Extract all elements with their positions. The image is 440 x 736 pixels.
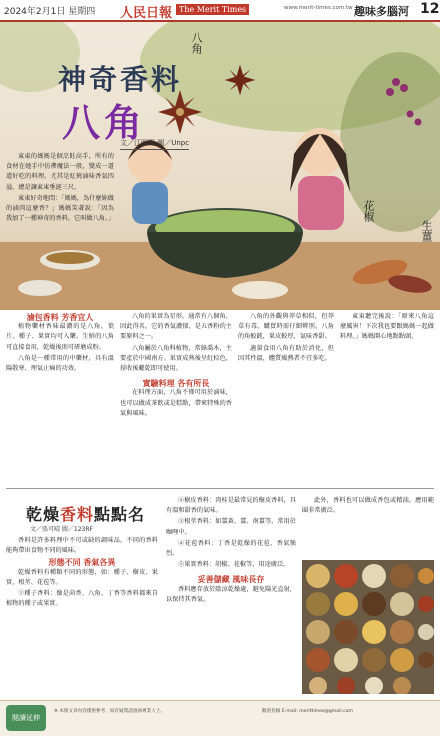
paragraph: 八角屬於八角科植物，常綠喬木，主要產於中國南方。果實成熟後呈紅棕色，採收後曬乾即可使用。 (120, 344, 232, 373)
paragraph: 八角是一種常用的中藥材，具有溫陽散寒、理氣止痛的功效。 (6, 354, 114, 373)
paragraph: 東東好奇地問：「媽媽，為什麼妳做的滷肉這麼香？」媽媽笑著說：「因為我加了一種神奇的香料，它叫做八角。」 (6, 194, 115, 223)
article2-column-2 (166, 496, 296, 606)
footer-badge: 閱讀延伸 (6, 705, 46, 731)
subheading: 實驗料理 各有所長 (142, 378, 210, 389)
article1-column-2 (120, 312, 232, 420)
subheading: 妥善儲藏 風味長存 (197, 574, 265, 585)
label-ginger: 生薑 (420, 220, 433, 242)
subheading: 滷包香料 芳香宜人 (26, 312, 94, 322)
paragraph: 八角的果實為星形，通常有八個角，因此得名。它的香氣濃郁，是五香粉的主要原料之一。 (120, 313, 232, 341)
newspaper-logo: 人民日報 (120, 6, 173, 21)
paragraph: 在料理方面，八角不僅可用於滷味，也可以做成茶飲或是糕點，帶來特殊的香氣與風味。 (120, 389, 232, 417)
paragraph: 植物藥材香味最濃的是八角，葉片、種子、果實均可入藥。生鮮的八角可直接食用，乾燥後則可研磨成粉。 (6, 323, 114, 351)
article-title-line1: 神奇香料 (58, 63, 183, 96)
article2-title (26, 502, 145, 525)
footer-notes: ※ 本版文章內容僅供參考，如有疑問請諮詢專業人士。 (54, 709, 165, 714)
bowl-icon (18, 280, 62, 296)
page-header (0, 0, 440, 22)
title-part-highlight: 香料 (60, 505, 95, 524)
paragraph: 此外，香料也可以做成香包或精油，應用範圍非常廣泛。 (302, 497, 434, 515)
subheading: 形態不同 香氣各異 (48, 557, 116, 568)
article1-column-1b (6, 312, 114, 375)
section-title: 趣味多腦河 (354, 5, 409, 18)
child-body (132, 182, 168, 224)
article2-column-3 (302, 496, 434, 517)
paragraph: 東東聽完後說：「原來八角這麼厲害！下次我也要跟媽媽一起做料理。」媽媽開心地點點頭。 (340, 313, 434, 341)
paragraph: 東東的媽媽是個烹飪高手，所有的食材在她手中彷彿魔法一般，變成一道道好吃的料理。尤其是紅燒滷味香氣四溢，總是讓東東垂涎三尺。 (6, 153, 114, 191)
spice-bowls-image (302, 560, 434, 694)
paragraph: ①種子香料：像是茴香、八角、丁香等香料都來自植物的種子或果實。 (6, 590, 158, 608)
website: www.merit-times.com.tw (284, 5, 353, 11)
paragraph: ②樹皮香料：肉桂是最常見的樹皮香料，具有溫和甜香的氣味。 (166, 497, 296, 515)
article-byline: 文／江明夏 圖／Unpc (120, 138, 189, 150)
plate-icon (232, 281, 288, 299)
title-part: 點點名 (94, 505, 146, 524)
label-anise: 八角 (190, 32, 203, 54)
article2-byline: 文／張可晴 圖／123RF (30, 526, 93, 533)
mother-body (298, 176, 344, 230)
bowl-spices (46, 252, 94, 264)
paragraph: 適量食用八角有助於消化，但因其性溫，體質燥熱者不宜多吃。 (238, 344, 334, 362)
spice-photo (302, 560, 434, 694)
paragraph: ④花苞香料：丁香是乾燥的花苞，香氣強烈。 (166, 539, 296, 558)
paragraph: 香料應存放於陰涼乾燥處，避免陽光直射，以保持其香氣。 (166, 585, 296, 603)
newspaper-logo-en: The Merit Times (176, 4, 249, 15)
paragraph: 乾燥香料有種類不同的形態，如：種子、樹皮、果實、根莖、花苞等。 (6, 568, 158, 586)
label-cinnamon: 花椒 (362, 200, 375, 222)
article2-column-1 (6, 536, 158, 610)
article1-column-3 (238, 312, 334, 365)
article-title-line2: 八角 (62, 100, 147, 145)
article-divider (6, 488, 434, 489)
issue-date: 2024年2月1日 星期四 (4, 7, 96, 17)
paragraph: ⑤果實香料：胡椒、花椒等，用途廣泛。 (178, 561, 290, 569)
article1-column-1 (6, 152, 114, 225)
title-part: 乾燥 (26, 505, 61, 524)
article1-column-4 (340, 312, 434, 344)
spice-bowl-grid (306, 564, 434, 694)
paragraph: ③根莖香料：如薑黃、薑、南薑等，常用於咖哩中。 (166, 518, 296, 536)
page-footer (0, 700, 440, 736)
page-number: 12 (420, 1, 440, 17)
paragraph: 香料是許多料理中不可或缺的調味品，不同的香料能夠帶出食物不同的風味。 (6, 537, 158, 555)
paragraph: 八角的外觀與莽草相似，但莽草有毒，購買時需仔細辨別。八角的角較鈍，果皮較厚，氣味香甜。 (238, 313, 334, 341)
footer-contact: 歡迎投稿 E-mail: merittimes@gmail.com (262, 709, 353, 714)
